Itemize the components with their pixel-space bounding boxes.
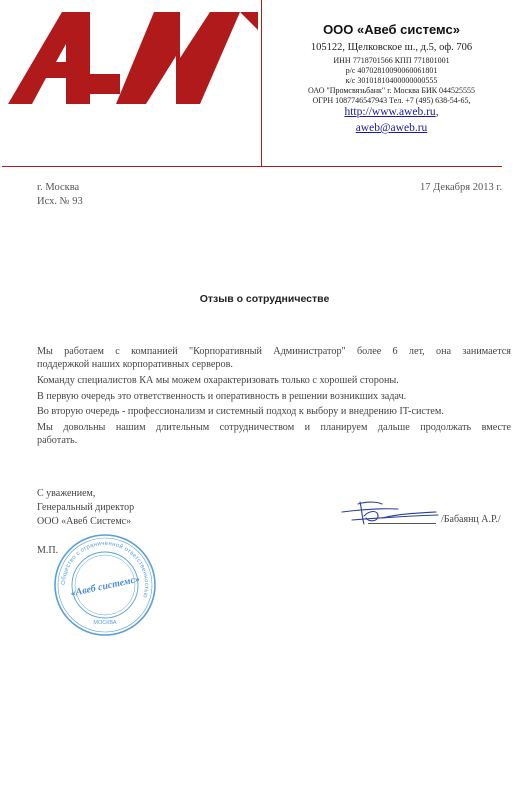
signer-company: ООО «Авеб Системс» [37,516,132,527]
company-name: ООО «Авеб системс» [323,22,460,37]
signer-name: /Бабаянц А.Р./ [441,514,501,525]
letter-paragraph-5-line-1: Мы довольны нашим длительным сотрудничеством и планируем дальше продолжать вместе [37,422,511,433]
letter-title: Отзыв о сотрудничестве [199,293,330,305]
letterhead-vertical-rule [261,0,262,166]
signer-position: Генеральный директор [37,502,135,513]
company-website-suffix: , [435,106,439,118]
company-bank: ОАО "Промсвязьбанк" г. Москва БИК 044525555 [307,86,476,95]
letterhead-horizontal-rule [2,166,502,167]
company-logo-icon [4,0,262,110]
company-correspondent-account: к/с 30101810400000000555 [345,76,438,85]
stamp-place-label: М.П. [37,545,59,556]
company-address: 105122, Щелковское ш., д.5, оф. 706 [310,42,473,53]
company-seal-icon [53,533,157,637]
company-website-line [264,106,519,118]
letter-date: 17 Декабря 2013 г. [420,182,503,193]
seal-center-text: «Авеб системс» [69,573,141,600]
company-website-link[interactable]: http://www.aweb.ru [344,106,436,118]
company-ogrn-phone: ОГРН 1087746547943 Тел. +7 (495) 638-54-65, [312,96,471,105]
letter-paragraph-4: Во вторую очередь - профессионализм и системный подход к выбору и внедрению IT-систем. [37,406,444,417]
letter-paragraph-3: В первую очередь это ответственность и оперативность в решении возникших задач. [37,391,407,402]
signature-line [368,523,436,524]
svg-text:Общество с ограниченной ответс: Общество с ограниченной ответственностью [60,540,150,599]
letter-outgoing-number: Исх. № 93 [37,196,83,207]
letter-paragraph-1-line-1: Мы работаем с компанией "Корпоративный Администратор" более 6 лет, она занимается [37,346,511,357]
letter-paragraph-5-line-2: работать. [37,435,78,446]
letter-paragraph-1-line-2: поддержкой наших корпоративных серверов. [37,359,233,370]
company-email-line [264,122,519,134]
company-settlement-account: р/с 40702810090060061801 [345,66,438,75]
company-email-link[interactable]: aweb@aweb.ru [355,122,428,134]
seal-bottom-text: МОСКВА [93,620,117,626]
company-inn-kpp: ИНН 7718701566 КПП 771801001 [333,56,450,65]
closing-regards: С уважением, [37,488,96,499]
letter-city: г. Москва [37,182,80,193]
letter-paragraph-2: Команду специалистов КА мы можем охарактеризовать только с хорошей стороны. [37,375,399,386]
